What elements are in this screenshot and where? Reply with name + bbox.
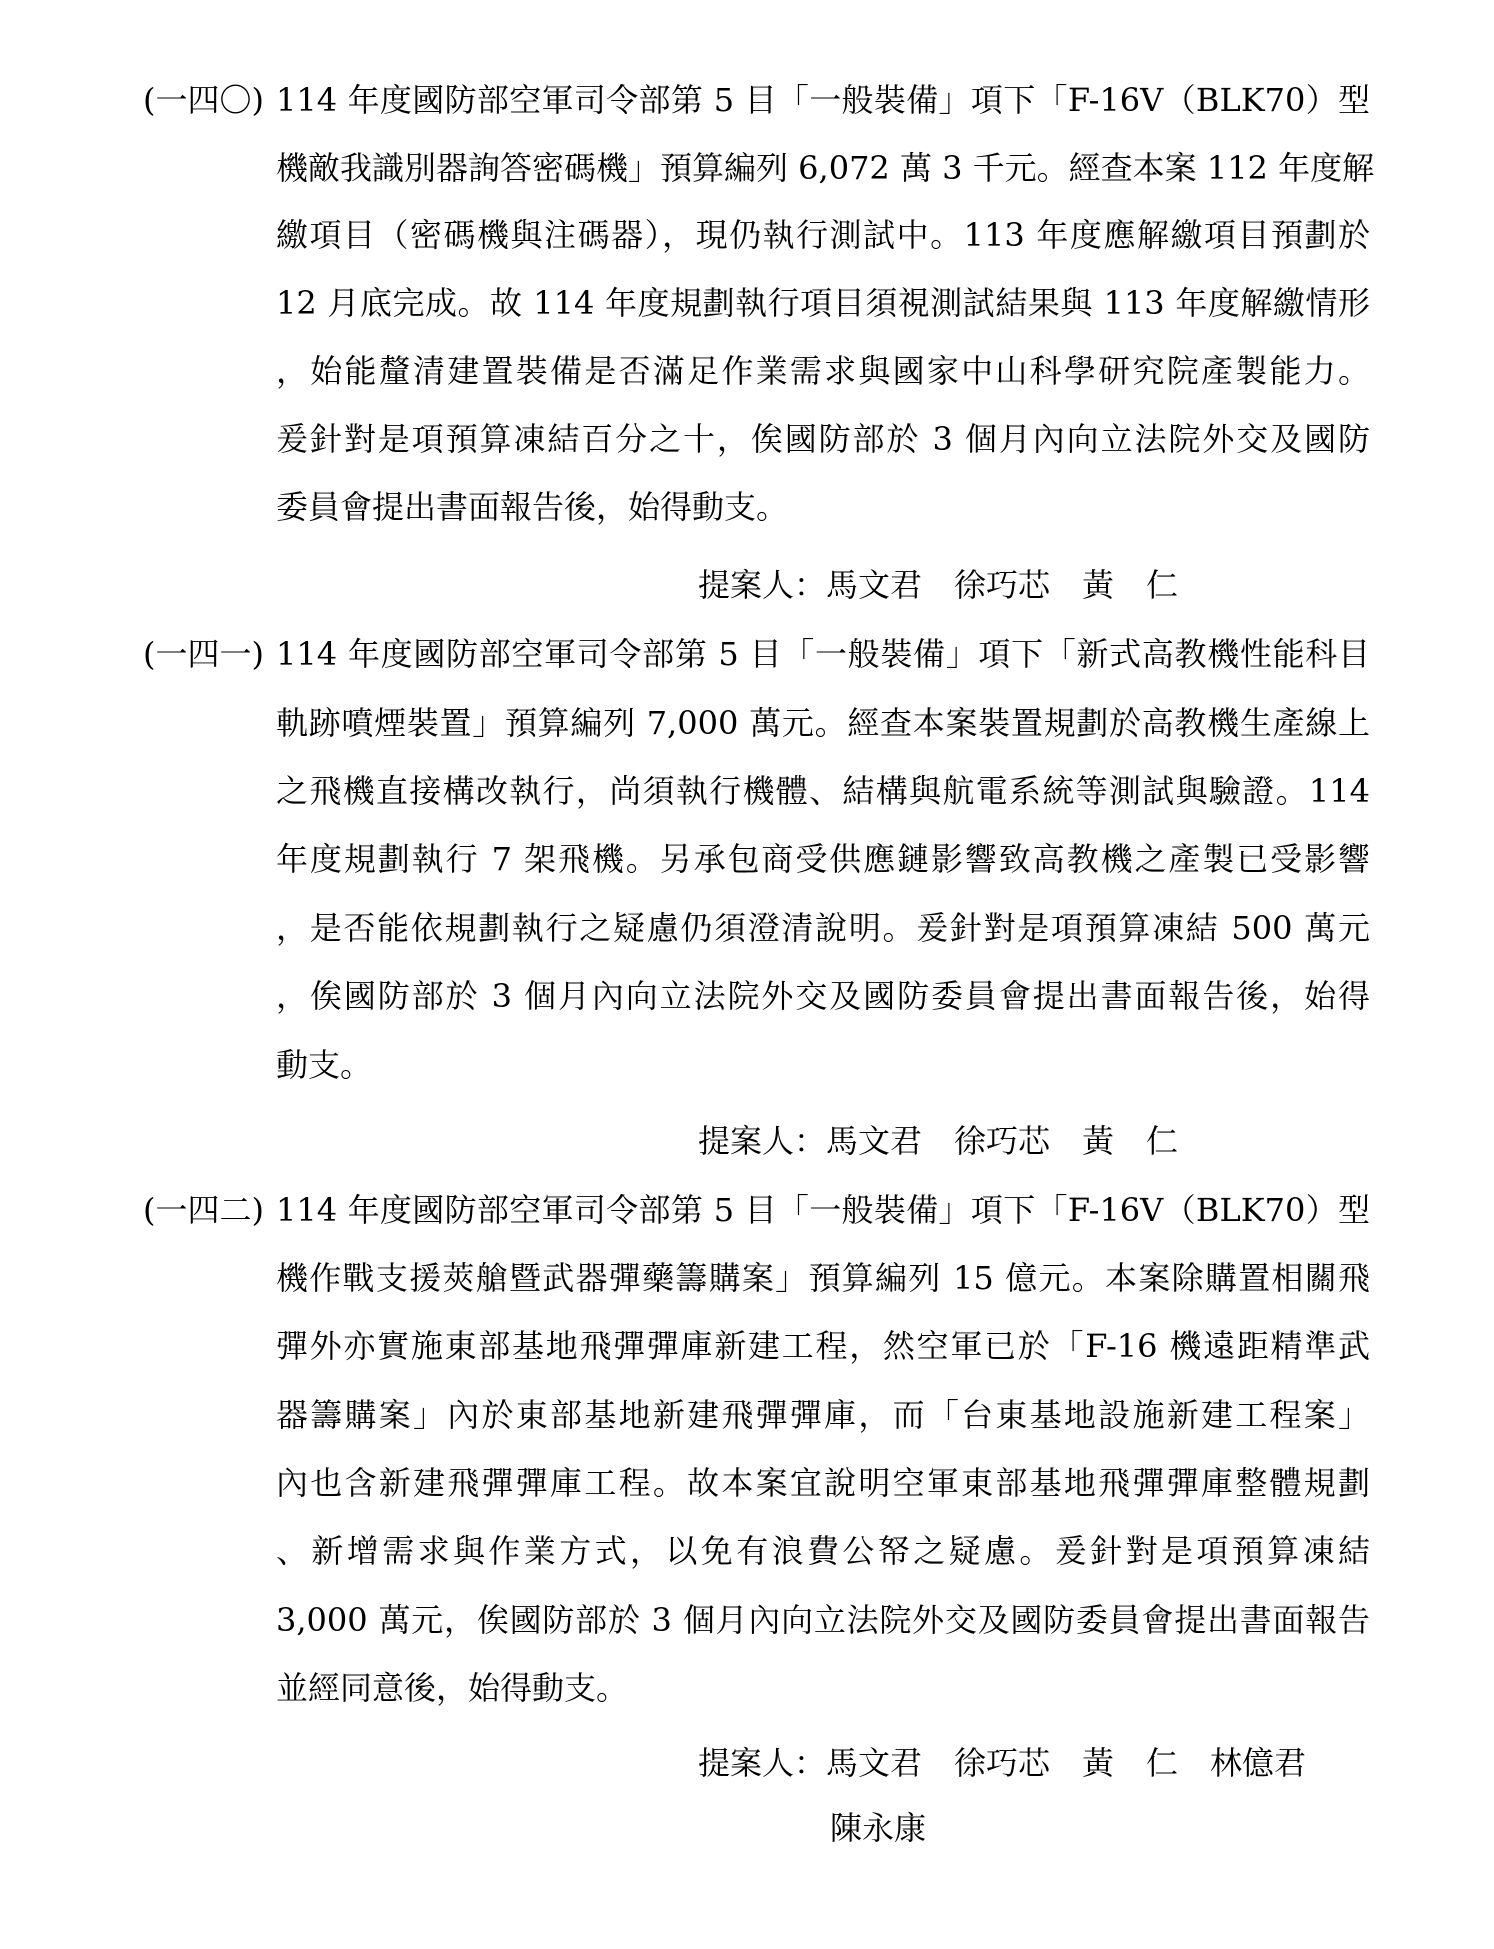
item-line: 並經同意後，始得動支。	[276, 1669, 629, 1707]
item-number: (一四一)	[143, 635, 264, 673]
item-line: 、新增需求與作業方式，以免有浪費公帑之疑慮。爰針對是項預算凍結	[276, 1532, 1370, 1570]
item-number: (一四〇)	[143, 81, 264, 119]
item-line: 器籌購案」內於東部基地新建飛彈彈庫，而「台東基地設施新建工程案」	[276, 1396, 1370, 1434]
item-line: 年度規劃執行 7 架飛機。另承包商受供應鏈影響致高教機之產製已受影響	[276, 840, 1370, 878]
proposer-line: 提案人：馬文君 徐巧芯 黃 仁	[698, 1122, 1179, 1160]
item-line: 114 年度國防部空軍司令部第 5 目「一般裝備」項下「F-16V（BLK70）型	[276, 1191, 1370, 1229]
item-line: 3,000 萬元，俟國防部於 3 個月內向立法院外交及國防委員會提出書面報告	[276, 1601, 1370, 1639]
item-line: 114 年度國防部空軍司令部第 5 目「一般裝備」項下「新式高教機性能科目	[276, 635, 1370, 673]
proposer-line: 提案人：馬文君 徐巧芯 黃 仁	[698, 566, 1179, 604]
item-line: 爰針對是項預算凍結百分之十，俟國防部於 3 個月內向立法院外交及國防	[276, 420, 1370, 458]
item-line: 彈外亦實施東部基地飛彈彈庫新建工程，然空軍已於「F-16 機遠距精準武	[276, 1327, 1370, 1365]
item-number: (一四二)	[143, 1191, 264, 1229]
item-line: ，是否能依規劃執行之疑慮仍須澄清說明。爰針對是項預算凍結 500 萬元	[276, 909, 1370, 947]
item-line: 12 月底完成。故 114 年度規劃執行項目須視測試結果與 113 年度解繳情形	[276, 284, 1370, 322]
proposer-line-continued: 陳永康	[830, 1809, 927, 1847]
item-line: 之飛機直接構改執行，尚須執行機體、結構與航電系統等測試與驗證。114	[276, 772, 1370, 810]
item-line: 機作戰支援莢艙暨武器彈藥籌購案」預算編列 15 億元。本案除購置相關飛	[276, 1259, 1370, 1297]
item-line: 繳項目（密碼機與注碼器），現仍執行測試中。113 年度應解繳項目預劃於	[276, 216, 1370, 254]
item-line: 機敵我識別器詢答密碼機」預算編列 6,072 萬 3 千元。經查本案 112 年度解	[276, 149, 1375, 187]
item-line: ，始能釐清建置裝備是否滿足作業需求與國家中山科學研究院產製能力。	[276, 352, 1370, 390]
proposer-line: 提案人：馬文君 徐巧芯 黃 仁 林億君	[698, 1744, 1307, 1782]
item-line: ，俟國防部於 3 個月內向立法院外交及國防委員會提出書面報告後，始得	[276, 977, 1370, 1015]
item-line: 內也含新建飛彈彈庫工程。故本案宜說明空軍東部基地飛彈彈庫整體規劃	[276, 1464, 1370, 1502]
item-line: 委員會提出書面報告後，始得動支。	[276, 488, 789, 526]
item-line: 軌跡噴煙裝置」預算編列 7,000 萬元。經查本案裝置規劃於高教機生產線上	[276, 704, 1370, 742]
item-line: 動支。	[276, 1046, 373, 1084]
item-line: 114 年度國防部空軍司令部第 5 目「一般裝備」項下「F-16V（BLK70）型	[276, 81, 1370, 119]
